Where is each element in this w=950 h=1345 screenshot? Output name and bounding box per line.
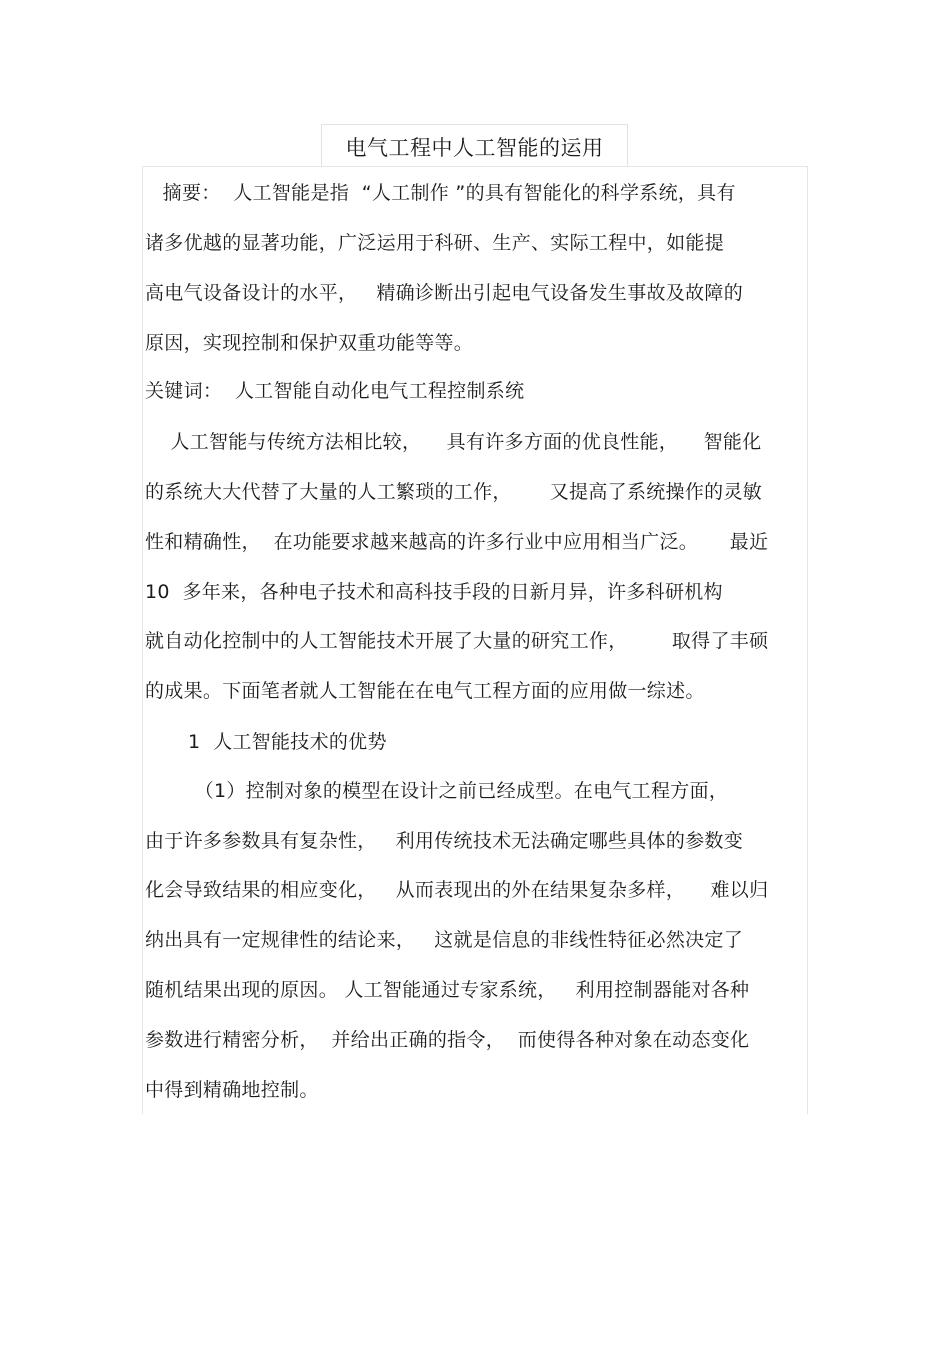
keywords-line: 关键词： 人工智能自动化电气工程控制系统 xyxy=(145,380,525,402)
document-title: 电气工程中人工智能的运用 xyxy=(345,136,604,160)
section-line-5: 随机结果出现的原因。 人工智能通过专家系统， 利用控制器能对各种 xyxy=(145,979,750,1001)
section-line-7: 中得到精确地控制。 xyxy=(145,1079,319,1101)
intro-line-6: 的成果。下面笔者就人工智能在在电气工程方面的应用做一综述。 xyxy=(145,680,705,702)
section-heading: 1 人工智能技术的优势 xyxy=(188,731,387,753)
abstract-line-1: 摘要： 人工智能是指 “人工制作 ”的具有智能化的科学系统，具有 xyxy=(150,182,736,204)
section-line-2: 由于许多参数具有复杂性， 利用传统技术无法确定哪些具体的参数变 xyxy=(145,830,744,852)
section-line-6: 参数进行精密分析， 并给出正确的指令， 而使得各种对象在动态变化 xyxy=(145,1029,750,1051)
title-frame xyxy=(321,124,628,166)
intro-line-2: 的系统大大代替了大量的人工繁琐的工作， 又提高了系统操作的灵敏 xyxy=(145,481,763,503)
abstract-line-3: 高电气设备设计的水平， 精确诊断出引起电气设备发生事故及故障的 xyxy=(145,282,744,304)
abstract-line-4: 原因，实现控制和保护双重功能等等。 xyxy=(145,332,474,354)
intro-line-4: 10 多年来，各种电子技术和高科技手段的日新月异，许多科研机构 xyxy=(145,581,723,603)
abstract-line-2: 诸多优越的显著功能，广泛运用于科研、生产、实际工程中，如能提 xyxy=(145,232,725,254)
section-line-1: （1）控制对象的模型在设计之前已经成型。在电气工程方面， xyxy=(182,780,729,802)
intro-line-3: 性和精确性， 在功能要求越来越高的许多行业中应用相当广泛。 最近 xyxy=(145,531,769,553)
intro-line-1: 人工智能与传统方法相比较， 具有许多方面的优良性能， 智能化 xyxy=(145,431,762,453)
intro-line-5: 就自动化控制中的人工智能技术开展了大量的研究工作， 取得了丰硕 xyxy=(145,630,769,652)
section-line-4: 纳出具有一定规律性的结论来， 这就是信息的非线性特征必然决定了 xyxy=(145,929,744,951)
section-line-3: 化会导致结果的相应变化， 从而表现出的外在结果复杂多样， 难以归 xyxy=(145,879,769,901)
